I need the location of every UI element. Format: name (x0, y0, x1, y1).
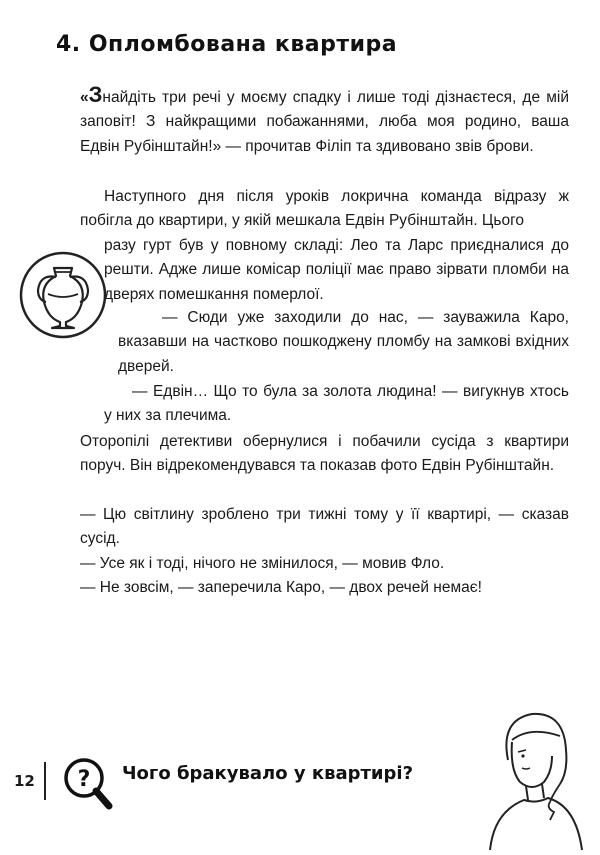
paragraph-letter (80, 82, 569, 159)
paragraph: разу гурт був у повному складі: Лео та Ларс приєдналися до решти. Адже лише комісар поліції має право зірвати пломби на дверях помешкання померлої. (104, 237, 569, 303)
paragraph-text: найдіть три речі у моєму спадку і лише тоді дізнаєтеся, де мій заповіт! З найкращими побажаннями, люба моя родино, ваша Едвін Рубінштайн!» — прочитав Філіп та здивовано звів брови. (80, 89, 569, 155)
amphora-icon (18, 250, 108, 340)
paragraph: — Цю світлину зроблено три тижні тому у її квартирі, — сказав сусід. (80, 506, 569, 548)
paragraph: — Сюди уже заходили до нас, — зауважила Каро, вказавши на частково пошкоджену пломбу на замкові вхідних дверей. (118, 309, 569, 375)
chapter-title: 4. Опломбована квартира (56, 32, 398, 57)
girl-illustration (480, 700, 590, 850)
riddle-question: Чого бракувало у квартирі? (122, 763, 414, 784)
drop-cap: З (88, 82, 103, 107)
paragraph: — Едвін… Що то була за золота людина! — вигукнув хтось у них за плечима. (104, 383, 569, 425)
opening-quote: « (80, 89, 89, 106)
paragraph: — Усе як і тоді, нічого не змінилося, — мовив Фло. (80, 555, 445, 572)
paragraph: Наступного дня після уроків локрична команда відразу ж побігла до квартири, у якій мешкала Едвін Рубінштайн. Цього (80, 188, 569, 230)
page-number: 12 (14, 772, 35, 790)
page-number-divider (44, 762, 46, 800)
paragraph: Оторопілі детективи обернулися і побачили сусіда з квартири поруч. Він відрекомендувався та показав фото Едвін Рубінштайн. (80, 433, 569, 475)
magnifier-question-icon (62, 756, 114, 812)
question-mark: ? (77, 767, 91, 792)
paragraph: — Не зовсім, — заперечила Каро, — двох речей немає! (80, 579, 482, 596)
